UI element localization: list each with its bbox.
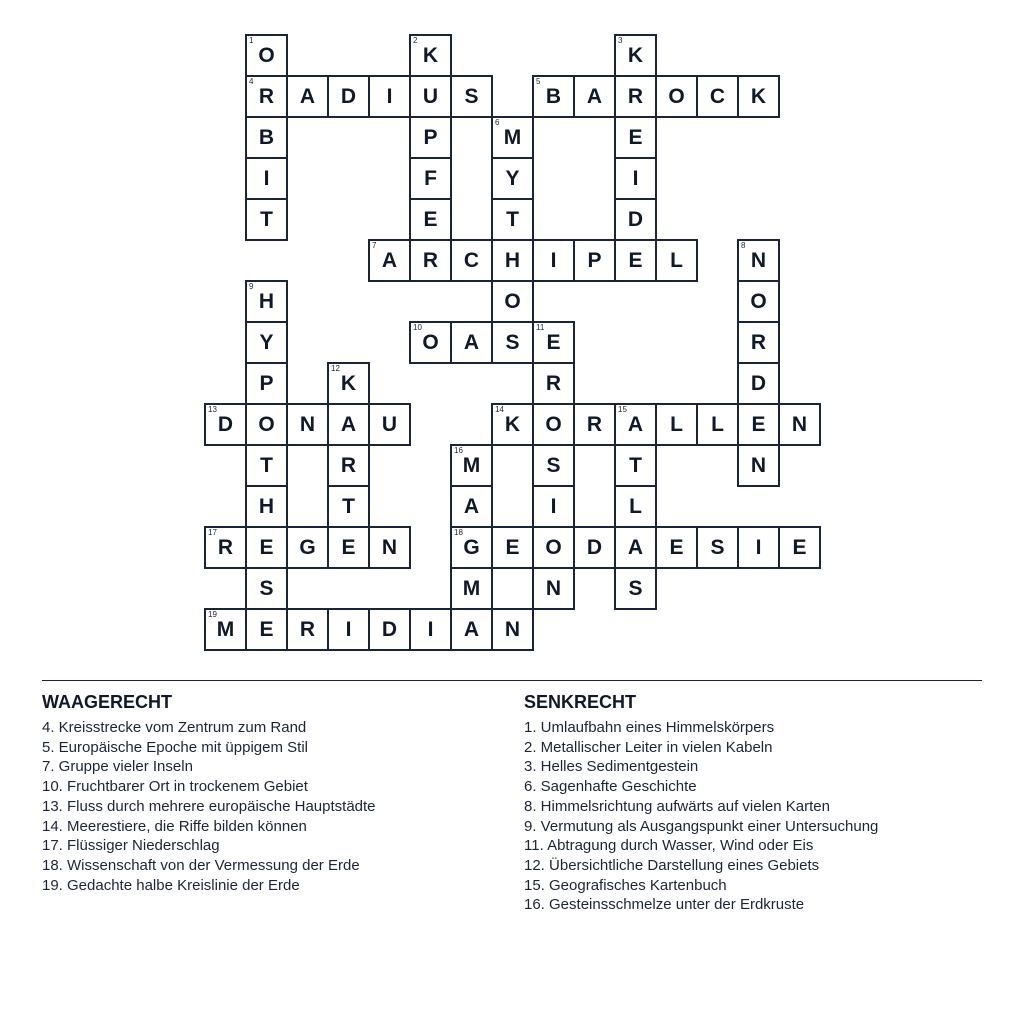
clue-number: 3 <box>618 36 623 45</box>
grid-cell[interactable] <box>204 526 247 569</box>
grid-cell[interactable] <box>327 608 370 651</box>
cell-letter: O <box>545 536 562 559</box>
cell-letter: R <box>299 618 316 641</box>
cell-letter: L <box>670 249 683 272</box>
grid-cell[interactable] <box>204 608 247 651</box>
cell-letter: A <box>586 85 603 108</box>
cell-letter: R <box>217 536 234 559</box>
down-clue[interactable]: 11. Abtragung durch Wasser, Wind oder Eis <box>524 837 814 855</box>
grid-cell[interactable] <box>737 75 780 118</box>
across-clues-section <box>42 690 512 895</box>
grid-cell[interactable] <box>696 75 739 118</box>
cell-letter: I <box>345 618 352 641</box>
down-clue-list <box>524 718 994 915</box>
cell-letter: R <box>586 413 603 436</box>
cell-letter: P <box>587 249 602 272</box>
grid-cell[interactable] <box>245 608 288 651</box>
across-clue[interactable]: 4. Kreisstrecke vom Zentrum zum Rand <box>42 719 307 736</box>
cell-letter: M <box>216 618 235 641</box>
across-clue[interactable]: 19. Gedachte halbe Kreislinie der Erde <box>42 876 300 894</box>
grid-cell[interactable] <box>327 362 370 405</box>
clue-number: 14 <box>495 405 504 414</box>
cell-letter: E <box>792 536 807 559</box>
grid-cell[interactable] <box>532 567 575 610</box>
cell-letter: E <box>669 536 684 559</box>
grid-cell[interactable] <box>614 239 657 282</box>
grid-cell[interactable] <box>245 280 288 323</box>
cell-letter: S <box>259 577 274 600</box>
down-clue[interactable]: 16. Gesteinsschmelze unter der Erdkruste <box>524 896 805 914</box>
clue-number: 12 <box>331 364 340 373</box>
cell-letter: D <box>381 618 398 641</box>
cell-letter: I <box>550 495 557 518</box>
grid-cell[interactable] <box>491 403 534 446</box>
cell-letter: R <box>340 454 357 477</box>
grid-cell[interactable] <box>614 444 657 487</box>
grid-cell[interactable] <box>614 34 657 77</box>
down-clue[interactable]: 8. Himmelsrichtung aufwärts auf vielen Karten <box>524 797 830 815</box>
clue-number: 15 <box>618 405 627 414</box>
cell-letter: S <box>710 536 725 559</box>
cell-letter: E <box>751 413 766 436</box>
grid-cell[interactable] <box>573 239 616 282</box>
cell-letter: P <box>259 372 274 395</box>
clue-number: 8 <box>741 241 746 250</box>
down-clues-section <box>524 690 994 915</box>
grid-cell[interactable] <box>737 362 780 405</box>
cell-letter: D <box>586 536 603 559</box>
grid-cell[interactable] <box>737 239 780 282</box>
grid-cell[interactable] <box>491 608 534 651</box>
clue-number: 5 <box>536 77 541 86</box>
clue-number: 13 <box>208 405 217 414</box>
grid-cell[interactable] <box>614 157 657 200</box>
clue-number: 10 <box>413 323 422 332</box>
grid-cell[interactable] <box>450 444 493 487</box>
down-clue[interactable]: 3. Helles Sedimentgestein <box>524 758 699 776</box>
grid-cell[interactable] <box>409 116 452 159</box>
grid-cell[interactable] <box>450 321 493 364</box>
grid-cell[interactable] <box>409 75 452 118</box>
clue-number: 18 <box>454 528 463 537</box>
grid-cell[interactable] <box>245 75 288 118</box>
grid-cell[interactable] <box>737 321 780 364</box>
cell-letter: E <box>546 331 561 354</box>
grid-cell[interactable] <box>450 485 493 528</box>
grid-cell[interactable] <box>614 75 657 118</box>
grid-cell[interactable] <box>245 403 288 446</box>
cell-letter: M <box>462 577 481 600</box>
grid-cell[interactable] <box>327 75 370 118</box>
cell-letter: H <box>258 495 275 518</box>
grid-cell[interactable] <box>245 198 288 241</box>
cell-letter: N <box>545 577 562 600</box>
grid-cell[interactable] <box>655 526 698 569</box>
grid-cell[interactable] <box>655 75 698 118</box>
cell-letter: O <box>258 413 275 436</box>
cell-letter: A <box>299 85 316 108</box>
cell-letter: T <box>506 208 519 231</box>
cell-letter: N <box>750 249 767 272</box>
cell-letter: N <box>381 536 398 559</box>
grid-cell[interactable] <box>327 403 370 446</box>
cell-letter: D <box>340 85 357 108</box>
cell-letter: L <box>711 413 724 436</box>
cell-letter: N <box>750 454 767 477</box>
cell-letter: S <box>546 454 561 477</box>
grid-cell[interactable] <box>245 444 288 487</box>
across-clue[interactable]: 13. Fluss durch mehrere europäische Hauptstädte <box>42 797 376 815</box>
grid-cell[interactable] <box>368 403 411 446</box>
cell-letter: E <box>341 536 356 559</box>
grid-cell[interactable] <box>614 198 657 241</box>
grid-cell[interactable] <box>532 321 575 364</box>
across-clue[interactable]: 5. Europäische Epoche mit üppigem Stil <box>42 738 308 756</box>
clue-number: 6 <box>495 118 500 127</box>
grid-cell[interactable] <box>409 239 452 282</box>
cell-letter: I <box>427 618 434 641</box>
cell-letter: E <box>505 536 520 559</box>
grid-cell[interactable] <box>614 485 657 528</box>
grid-cell[interactable] <box>450 526 493 569</box>
down-clue[interactable]: 2. Metallischer Leiter in vielen Kabeln <box>524 738 773 756</box>
grid-cell[interactable] <box>245 362 288 405</box>
grid-cell[interactable] <box>409 198 452 241</box>
grid-cell[interactable] <box>286 403 329 446</box>
cell-letter: K <box>504 413 521 436</box>
grid-cell[interactable] <box>327 444 370 487</box>
clue-number: 1 <box>249 36 254 45</box>
cell-letter: A <box>340 413 357 436</box>
grid-cell[interactable] <box>614 526 657 569</box>
cell-letter: O <box>422 331 439 354</box>
down-clue[interactable]: 9. Vermutung als Ausgangspunkt einer Untersuchung <box>524 817 879 835</box>
across-clue[interactable]: 18. Wissenschaft von der Vermessung der Erde <box>42 856 360 874</box>
grid-cell[interactable] <box>573 526 616 569</box>
grid-cell[interactable] <box>737 526 780 569</box>
down-clues-heading: SENKRECHT <box>524 692 637 712</box>
grid-cell[interactable] <box>245 34 288 77</box>
cell-letter: D <box>627 208 644 231</box>
cell-letter: A <box>463 331 480 354</box>
cell-letter: R <box>627 85 644 108</box>
cell-letter: N <box>299 413 316 436</box>
grid-cell[interactable] <box>532 444 575 487</box>
cell-letter: N <box>791 413 808 436</box>
down-clue[interactable]: 6. Sagenhafte Geschichte <box>524 778 697 796</box>
cell-letter: M <box>503 126 522 149</box>
cell-letter: K <box>340 372 357 395</box>
clue-number: 9 <box>249 282 254 291</box>
grid-cell[interactable] <box>409 34 452 77</box>
cell-letter: E <box>259 618 274 641</box>
grid-cell[interactable] <box>409 321 452 364</box>
grid-cell[interactable] <box>696 526 739 569</box>
clue-number: 7 <box>372 241 377 250</box>
grid-cell[interactable] <box>532 362 575 405</box>
grid-cell[interactable] <box>491 526 534 569</box>
down-clue[interactable]: 1. Umlaufbahn eines Himmelskörpers <box>524 719 775 736</box>
down-clue[interactable]: 15. Geografisches Kartenbuch <box>524 876 727 894</box>
cell-letter: I <box>263 167 270 190</box>
cell-letter: O <box>668 85 685 108</box>
grid-cell[interactable] <box>286 526 329 569</box>
cell-letter: O <box>545 413 562 436</box>
cell-letter: C <box>709 85 726 108</box>
cell-letter: E <box>628 249 643 272</box>
grid-cell[interactable] <box>450 75 493 118</box>
cell-letter: E <box>259 536 274 559</box>
cell-letter: N <box>504 618 521 641</box>
across-clue[interactable]: 17. Flüssiger Niederschlag <box>42 837 220 855</box>
grid-cell[interactable] <box>655 239 698 282</box>
cell-letter: D <box>750 372 767 395</box>
grid-cell[interactable] <box>286 608 329 651</box>
grid-cell[interactable] <box>245 116 288 159</box>
grid-cell[interactable] <box>778 403 821 446</box>
grid-cell[interactable] <box>778 526 821 569</box>
grid-cell[interactable] <box>696 403 739 446</box>
grid-cell[interactable] <box>245 321 288 364</box>
grid-cell[interactable] <box>409 157 452 200</box>
cell-letter: T <box>260 208 273 231</box>
cell-letter: U <box>381 413 398 436</box>
across-clue-list <box>42 718 512 895</box>
grid-cell[interactable] <box>737 403 780 446</box>
grid-cell[interactable] <box>450 608 493 651</box>
cell-letter: Y <box>505 167 520 190</box>
cell-letter: H <box>504 249 521 272</box>
cell-letter: T <box>342 495 355 518</box>
grid-cell[interactable] <box>655 403 698 446</box>
grid-cell[interactable] <box>491 157 534 200</box>
grid-cell[interactable] <box>532 526 575 569</box>
grid-cell[interactable] <box>450 567 493 610</box>
down-clue[interactable]: 12. Übersichtliche Darstellung eines Gebiets <box>524 856 820 874</box>
grid-cell[interactable] <box>573 75 616 118</box>
cell-letter: D <box>217 413 234 436</box>
cell-letter: R <box>545 372 562 395</box>
cell-letter: T <box>629 454 642 477</box>
grid-cell[interactable] <box>368 526 411 569</box>
cell-letter: O <box>504 290 521 313</box>
grid-cell[interactable] <box>532 403 575 446</box>
cell-letter: G <box>463 536 480 559</box>
cell-letter: T <box>260 454 273 477</box>
across-clue[interactable]: 10. Fruchtbarer Ort in trockenem Gebiet <box>42 778 308 796</box>
grid-cell[interactable] <box>450 239 493 282</box>
cell-letter: R <box>422 249 439 272</box>
grid-cell[interactable] <box>491 321 534 364</box>
across-clue[interactable]: 14. Meerestiere, die Riffe bilden können <box>42 817 307 835</box>
cell-letter: B <box>258 126 275 149</box>
grid-cell[interactable] <box>573 403 616 446</box>
cell-letter: R <box>258 85 275 108</box>
cell-letter: F <box>424 167 437 190</box>
grid-cell[interactable] <box>327 485 370 528</box>
grid-cell[interactable] <box>245 526 288 569</box>
grid-cell[interactable] <box>245 485 288 528</box>
grid-cell[interactable] <box>245 567 288 610</box>
cell-letter: E <box>423 208 438 231</box>
clue-number: 16 <box>454 446 463 455</box>
cell-letter: R <box>750 331 767 354</box>
grid-cell[interactable] <box>368 608 411 651</box>
cell-letter: I <box>632 167 639 190</box>
cell-letter: B <box>545 85 562 108</box>
grid-cell[interactable] <box>737 444 780 487</box>
cell-letter: P <box>423 126 438 149</box>
grid-cell[interactable] <box>491 239 534 282</box>
cell-letter: I <box>550 249 557 272</box>
clue-number: 11 <box>536 323 545 332</box>
cell-letter: M <box>462 454 481 477</box>
grid-cell[interactable] <box>737 280 780 323</box>
grid-cell[interactable] <box>491 198 534 241</box>
grid-cell[interactable] <box>491 280 534 323</box>
across-clues-heading: WAAGERECHT <box>42 692 172 712</box>
grid-cell[interactable] <box>532 239 575 282</box>
clue-number: 19 <box>208 610 217 619</box>
clue-number: 2 <box>413 36 418 45</box>
grid-cell[interactable] <box>491 116 534 159</box>
cell-letter: I <box>755 536 762 559</box>
cell-letter: S <box>505 331 520 354</box>
cell-letter: C <box>463 249 480 272</box>
cell-letter: U <box>422 85 439 108</box>
cell-letter: L <box>670 413 683 436</box>
grid-cell[interactable] <box>286 75 329 118</box>
across-clue[interactable]: 7. Gruppe vieler Inseln <box>42 758 193 776</box>
clue-number: 17 <box>208 528 217 537</box>
cell-letter: G <box>299 536 316 559</box>
cell-letter: K <box>750 85 767 108</box>
cell-letter: A <box>463 495 480 518</box>
cell-letter: O <box>258 44 275 67</box>
grid-cell[interactable] <box>368 75 411 118</box>
cell-letter: A <box>627 536 644 559</box>
cell-letter: K <box>422 44 439 67</box>
grid-cell[interactable] <box>409 608 452 651</box>
divider <box>42 680 982 681</box>
cell-letter: Y <box>259 331 274 354</box>
cell-letter: E <box>628 126 643 149</box>
grid-cell[interactable] <box>245 157 288 200</box>
grid-cell[interactable] <box>614 567 657 610</box>
grid-cell[interactable] <box>368 239 411 282</box>
cell-letter: H <box>258 290 275 313</box>
grid-cell[interactable] <box>327 526 370 569</box>
cell-letter: K <box>627 44 644 67</box>
cell-letter: A <box>627 413 644 436</box>
cell-letter: L <box>629 495 642 518</box>
grid-cell[interactable] <box>204 403 247 446</box>
grid-cell[interactable] <box>532 485 575 528</box>
cell-letter: S <box>628 577 643 600</box>
cell-letter: A <box>381 249 398 272</box>
cell-letter: I <box>386 85 393 108</box>
grid-cell[interactable] <box>614 116 657 159</box>
cell-letter: O <box>750 290 767 313</box>
grid-cell[interactable] <box>532 75 575 118</box>
cell-letter: A <box>463 618 480 641</box>
clue-number: 4 <box>249 77 254 86</box>
cell-letter: S <box>464 85 479 108</box>
grid-cell[interactable] <box>614 403 657 446</box>
